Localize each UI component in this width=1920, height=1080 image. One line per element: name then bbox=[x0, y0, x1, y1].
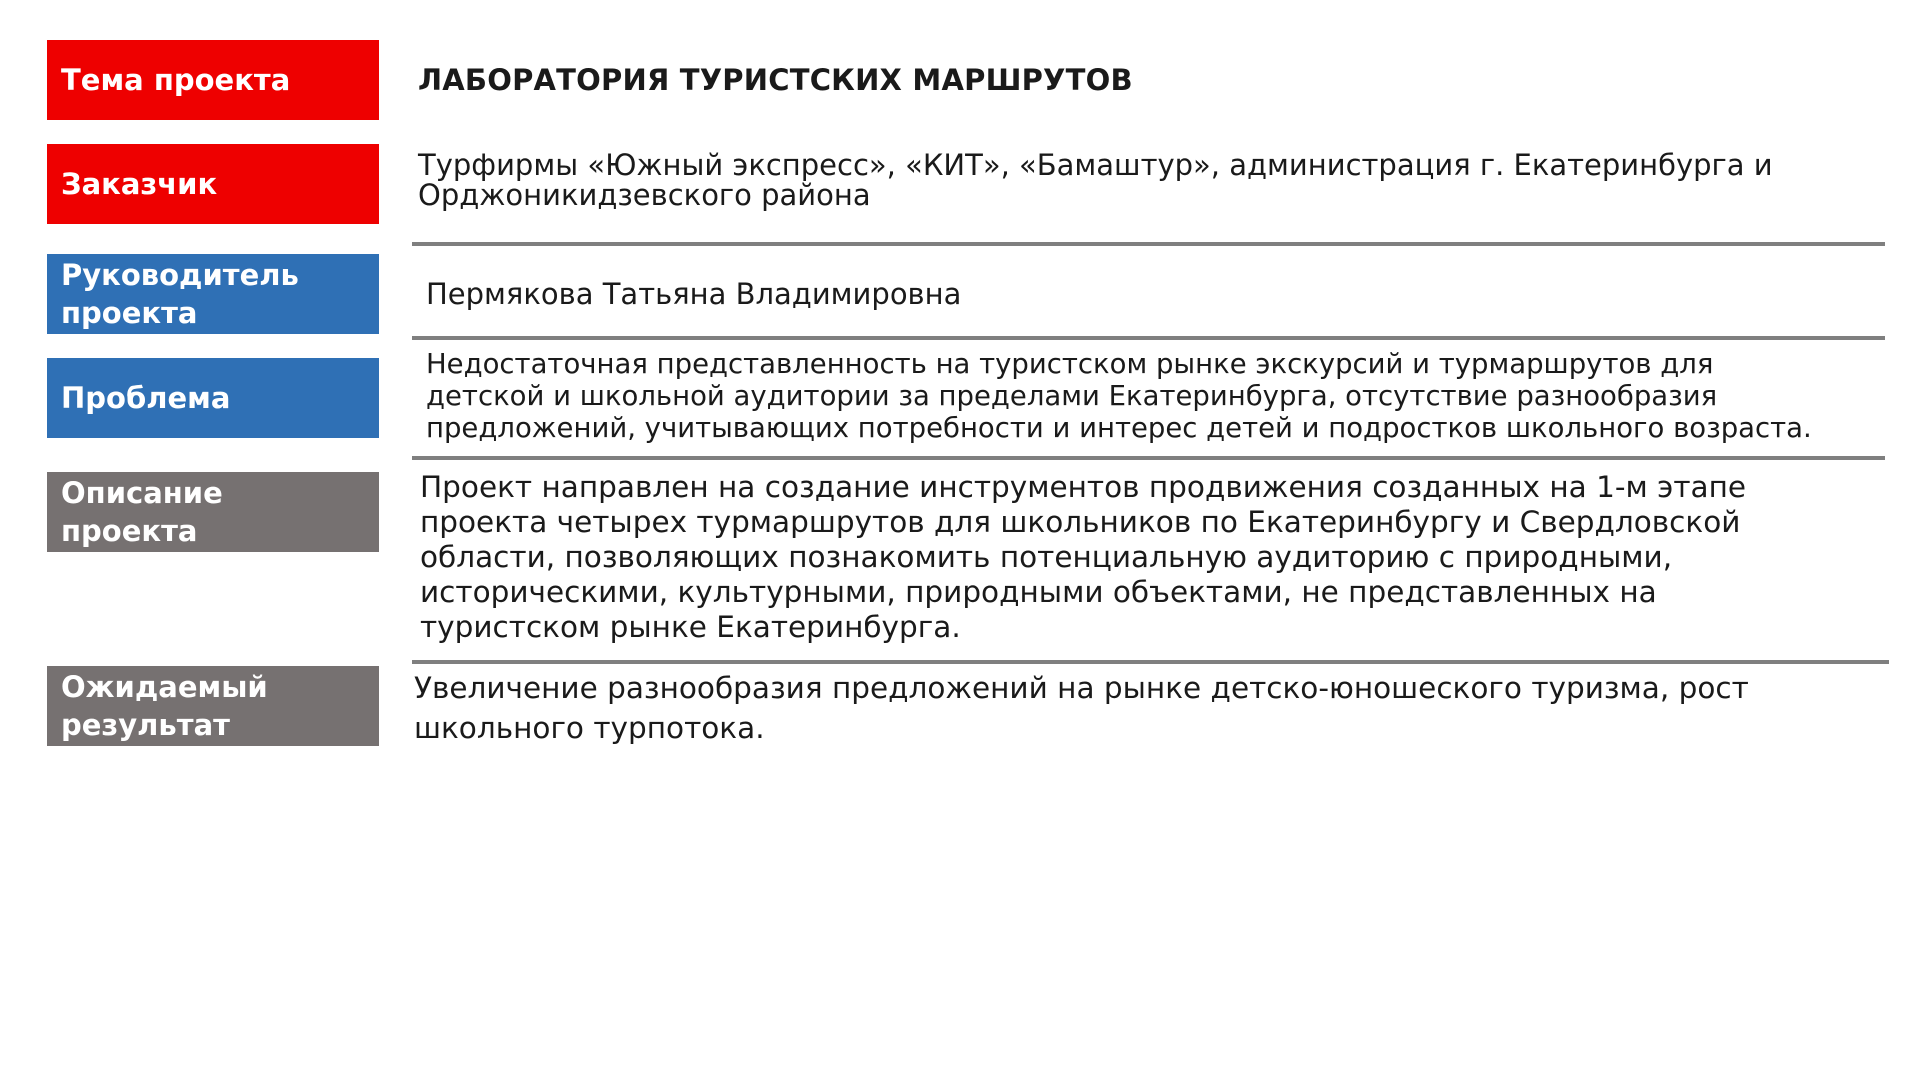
customer-label-box bbox=[47, 144, 379, 224]
problem-label: Проблема bbox=[61, 381, 231, 415]
description-value: Проект направлен на создание инструментов продвижения созданных на 1-м этапе проекта четырех турмаршрутов для школьников по Екатеринбургу и Свердловской области, позволяющих познакомить потенциальную аудиторию с природными, историческими, культурными, природными объектами, не представленных на туристском рынке Екатеринбурга. bbox=[420, 470, 1747, 644]
divider bbox=[412, 242, 1885, 246]
description-label-box bbox=[47, 472, 379, 552]
customer-label: Заказчик bbox=[61, 167, 218, 201]
result-label-box bbox=[47, 666, 379, 746]
problem-value: Недостаточная представленность на туристском рынке экскурсий и турмаршрутов для детской и школьной аудитории за пределами Екатеринбурга, отсутствие разнообразия предложений, учитывающих потребности и интерес детей и подростков школьного возраста. bbox=[426, 348, 1812, 444]
manager-value: Пермякова Татьяна Владимировна bbox=[426, 277, 962, 311]
result-label: Ожидаемый результат bbox=[61, 670, 268, 742]
problem-label-box bbox=[47, 358, 379, 438]
manager-label-box bbox=[47, 254, 379, 334]
result-value: Увеличение разнообразия предложений на рынке детско-юношеского туризма, рост школьного турпотока. bbox=[414, 671, 1749, 745]
divider bbox=[412, 456, 1885, 460]
divider bbox=[412, 336, 1885, 340]
topic-label: Тема проекта bbox=[61, 63, 291, 97]
manager-label: Руководитель проекта bbox=[61, 258, 299, 330]
divider bbox=[412, 660, 1889, 664]
topic-value: ЛАБОРАТОРИЯ ТУРИСТСКИХ МАРШРУТОВ bbox=[418, 63, 1133, 97]
description-label: Описание проекта bbox=[61, 476, 223, 548]
topic-label-box bbox=[47, 40, 379, 120]
customer-value: Турфирмы «Южный экспресс», «КИТ», «Бамаштур», администрация г. Екатеринбурга и Орджоникидзевского района bbox=[418, 148, 1773, 212]
